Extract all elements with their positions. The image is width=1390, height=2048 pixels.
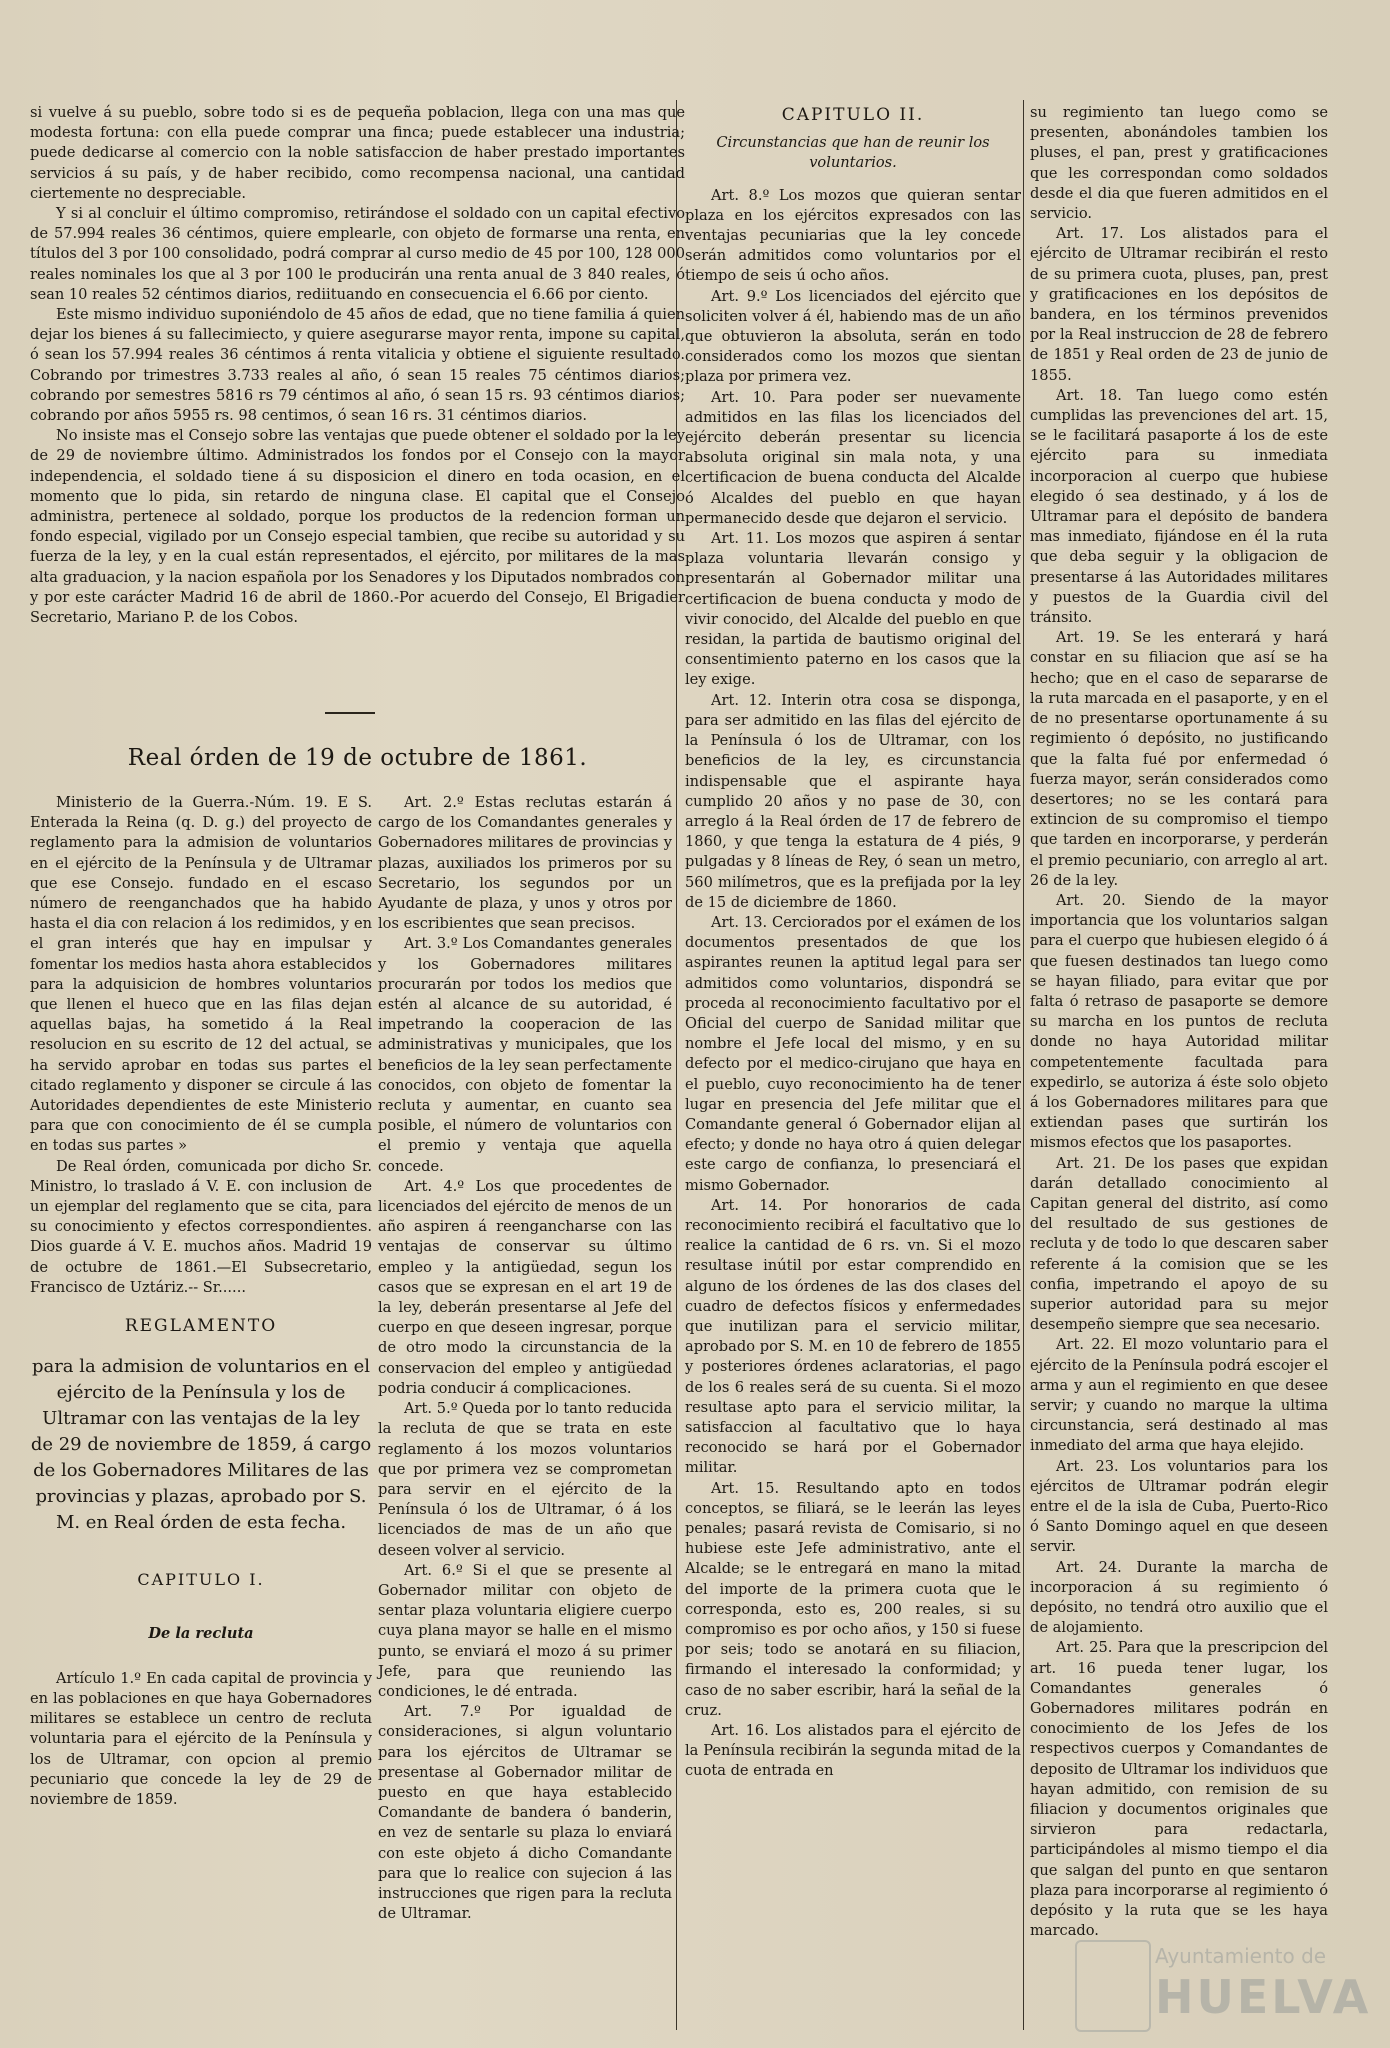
article-paragraph: Art. 22. El mozo voluntario para el ejército de la Península podrá escojer el arma y aun el regimiento en que desee servir; y cuando no marque la ultima circunstancia, será destinado al mas inmediato del arma que haya elejido.: [1030, 1336, 1328, 1455]
article-paragraph: Art. 9.º Los licenciados del ejército que soliciten volver á él, habiendo mas de un año que obtuvieron la absoluta, serán en todo considerados como los mozos que sientan plaza por primera vez.: [685, 287, 1021, 386]
article-paragraph: Art. 2.º Estas reclutas estarán á cargo de los Comandantes generales y Gobernadores militares de provincias y plazas, auxiliados los primeros por su Secretario, los segundos por un Ayudante de plaza, y unos y otros por los escribientes que sean precisos.: [378, 794, 672, 933]
article-paragraph: Art. 10. Para poder ser nuevamente admitidos en las filas los licenciados del ejército deberán presentar su licencia absoluta original sin mala nota, y una certificacion de buena conducta del Alcalde ó Alcaldes del pueblo en que hayan permanecido desde que dejaron el servicio.: [685, 388, 1021, 527]
article-paragraph: Art. 3.º Los Comandantes generales y los Gobernadores militares procurarán por todos los medios que estén al alcance de su autoridad, é impetrando la cooperacion de las administrativas y municipales, que los beneficios de la ley sean perfectamente conocidos, con objeto de fomentar la recluta y aumentar, en cuanto sea posible, el número de voluntarios con el premio y ventaja que aquella concede.: [378, 935, 672, 1175]
article-paragraph: Art. 8.º Los mozos que quieran sentar plaza en los ejércitos expresados con las ventajas pecuniarias que la ley concede serán admitidos como voluntarios por el tiempo de seis ú ocho años.: [685, 186, 1021, 285]
chapter-2-subtitle: Circunstancias que han de reunir los voluntarios.: [716, 134, 990, 172]
article-paragraph: su regimiento tan luego como se presenten, abonándoles tambien los pluses, el pan, prest y gratificaciones que les correspondan como soldados desde el dia que fueren admitidos en el servicio.: [1030, 104, 1328, 223]
watermark-big-text: HUELVA: [1155, 1970, 1372, 2024]
article-paragraph: Art. 7.º Por igualdad de consideraciones, si algun voluntario para los ejércitos de Ultramar se presentase al Gobernador militar de puesto en que haya establecido Comandante de bandera ó banderin, en vez de sentarle su plaza lo enviará con este objeto á dicho Comandante para que lo realice con sujecion á las instrucciones que rigen para la recluta de Ultramar.: [378, 1703, 672, 1923]
article-paragraph: Art. 18. Tan luego como estén cumplidas las prevenciones del art. 15, se le facilitará pasaporte á los de este ejército para su inmediata incorporacion al cuerpo que hubiese elegido ó sea destinado, y á los de Ultramar para el depósito de bandera mas inmediato, fijándose en él la ruta que deba seguir y la obligacion de presentarse á las Autoridades militares y puestos de la Guardia civil del tránsito.: [1030, 386, 1328, 627]
reglamento-title: REGLAMENTO: [124, 1316, 278, 1337]
ministry-paragraph: Ministerio de la Guerra.-Núm. 19. E S. Enterada la Reina (q. D. g.) del proyecto de reglamento para la admision de voluntarios en el ejército de la Península y de Ultramar que ese Consejo. fundado en el escaso número de reenganchados que ha habido hasta el dia con relacion á los redimidos, y en el gran interés que hay en impulsar y fomentar los medios hasta ahora establecidos para la adquisicion de hombres voluntarios que llenen el hueco que en las filas dejan aquellas bajas, ha sometido á la Real resolucion en su escrito de 12 del actual, se ha servido aprobar en todas sus partes el citado reglamento y disponer se circule á las Autoridades dependientes de este Ministerio para que con conocimiento de él se cumpla en todas sus partes »: [30, 794, 372, 1155]
ministry-paragraph: De Real órden, comunicada por dicho Sr. Ministro, lo traslado á V. E. con inclusion de un ejemplar del reglamento que se cita, para su conocimiento y efectos correspondientes. Dios guarde á V. E. muchos años. Madrid 19 de octubre de 1861.—El Subsecretario, Francisco de Uztáriz.-- Sr......: [30, 1157, 372, 1296]
section-divider: [325, 712, 375, 714]
intro-paragraph: No insiste mas el Consejo sobre las ventajas que puede obtener el soldado por la ley de 29 de noviembre último. Administrados los fondos por el Consejo con la mayor independencia, el soldado tiene á su disposicion el dinero en toda ocasion, en el momento que lo pida, sin retardo de ninguna clase. El capital que el Consejo administra, pertenece al soldado, porque los productos de la redencion forman un fondo especial, vigilado por un Consejo especial tambien, que recibe su autoridad y su fuerza de la ley, y en la cual están representados, el ejército, por militares de la mas alta graduacion, y la nacion española por los Senadores y los Diputados nombrados con y por este carácter Madrid 16 de abril de 1860.-Por acuerdo del Consejo, El Brigadier Secretario, Mariano P. de los Cobos.: [30, 427, 685, 627]
column-rule-2: [1023, 100, 1024, 2030]
reglamento-subtitle: para la admision de voluntarios en el ejército de la Península y los de Ultramar con las ventajas de la ley de 29 de noviembre de 1859, á cargo de los Gobernadores Militares de las provincias y plazas, aprobado por S. M. en Real órden de esta fecha.: [30, 1356, 372, 1534]
chapter-1-title: CAPITULO I.: [137, 1570, 265, 1590]
watermark-small-text: Ayuntamiento de: [1155, 1944, 1327, 1968]
article-paragraph: Art. 5.º Queda por lo tanto reducida la recluta de que se trata en este reglamento á los mozos voluntarios que por primera vez se comprometan para servir en el ejército de la Península ó los de Ultramar, ó á los licenciados de mas de un año que deseen volver al servicio.: [378, 1400, 672, 1559]
intro-paragraph: si vuelve á su pueblo, sobre todo si es de pequeña poblacion, llega con una mas que modesta fortuna: con ella puede comprar una finca; puede establecer una industria; puede dedicarse al comercio con la noble satisfaccion de haber prestado importantes servicios á su país, y de haber recibido, como recompensa nacional, una cantidad ciertemente no despreciable.: [30, 104, 685, 202]
article-paragraph: Art. 24. Durante la marcha de incorporacion á su regimiento ó depósito, no tendrá otro auxilio que el de alojamiento.: [1030, 1558, 1328, 1637]
article-1: Artículo 1.º En cada capital de provincia y en las poblaciones en que haya Gobernadores militares se establece un centro de recluta voluntaria para el ejército de la Península y los de Ultramar, con opcion al premio pecuniario que concede la ley de 29 de noviembre de 1859.: [30, 1669, 372, 1808]
article-paragraph: Art. 4.º Los que procedentes de licenciados del ejército de menos de un año aspiren á reengancharse con las ventajas de conservar su último empleo y la antigüedad, segun los casos que se expresan en el art 19 de la ley, deberán presentarse al Jefe del cuerpo en que deseen ingresar, porque de otro modo la circunstancia de la conservacion del empleo y antigüedad podria conducir á complicaciones.: [378, 1177, 672, 1397]
column-center-left: [378, 793, 672, 1924]
chapter-2-title: CAPITULO II.: [781, 105, 925, 125]
article-paragraph: Art. 21. De los pases que expidan darán detallado conocimiento al Capitan general del distrito, así como del resultado de sus gestiones de recluta y de todo lo que descaren saber referente á la comision que se les confia, impetrando el apoyo de su superior autoridad para su mejor desempeño siempre que sea necesario.: [1030, 1154, 1328, 1334]
article-paragraph: Art. 25. Para que la prescripcion del art. 16 pueda tener lugar, los Comandantes generales ó Gobernadores militares podrán en conocimiento de los Jefes de los respectivos cuerpos y Comandantes de deposito de Ultramar los individuos que hayan admitido, con remision de su filiacion y documentos originales que sirvieron para redactarla, participándoles al mismo tiempo el dia que salgan del punto en que sentaron plaza para incorporarse al regimiento ó depósito y la ruta que se les haya marcado.: [1030, 1639, 1328, 1940]
article-paragraph: Art. 6.º Si el que se presente al Gobernador militar con objeto de sentar plaza voluntaria eligiere cuerpo cuya plana mayor se halle en el mismo punto, se enviará el mozo á su primer Jefe, para que reuniendo las condiciones, le dé entrada.: [378, 1561, 672, 1700]
article-paragraph: Art. 13. Cerciorados por el exámen de los documentos presentados de que los aspirantes reunen la aptitud legal para ser admitidos como voluntarios, dispondrá se proceda al reconocimiento facultativo por el Oficial del cuerpo de Sanidad militar que nombre el Jefe local del mismo, y en su defecto por el medico-cirujano que haya en el pueblo, cuyo reconocimiento ha de tener lugar en presencia del Jefe militar que el Comandante general ó Gobernador elijan al efecto; y donde no haya otro á quien delegar este cargo de confianza, lo presenciará el mismo Gobernador.: [685, 913, 1021, 1194]
column-left: [30, 793, 372, 1810]
chapter-1-subtitle: De la recluta: [148, 1625, 254, 1643]
article-paragraph: Art. 14. Por honorarios de cada reconocimiento recibirá el facultativo que lo realice la cantidad de 6 rs. vn. Si el mozo resultase inútil por estar comprendido en alguno de los órdenes de las dos clases del cuadro de defectos físicos y enfermedades que inutilizan para el servicio militar, aprobado por S. M. en 10 de febrero de 1855 y posteriores órdenes aclaratorias, el pago de los 6 reales será de su cuenta. Si el mozo resultase apto para el servicio militar, la satisfaccion al facultativo que lo haya reconocido se hará por el Gobernador militar.: [685, 1196, 1021, 1477]
intro-text-block: [30, 103, 685, 628]
intro-paragraph: Y si al concluir el último compromiso, retirándose el soldado con un capital efectivo de 57.994 reales 36 céntimos, quiere emplearle, con objeto de formarse una renta, en títulos del 3 por 100 consolidado, podrá comprar al curso medio de 45 por 100, 128 000 reales nominales los que al 3 por 100 le producirán una renta anual de 3 840 reales, ó sean 10 reales 52 céntimos diarios, rediituando en consecuencia el 6.66 por ciento.: [30, 205, 685, 303]
article-paragraph: Art. 16. Los alistados para el ejército de la Península recibirán la segunda mitad de la cuota de entrada en: [685, 1722, 1021, 1780]
intro-paragraph: Este mismo individuo suponiéndolo de 45 años de edad, que no tiene familia á quien dejar los bienes á su fallecimiecto, y quiere asegurarse mayor renta, impone su capital, ó sean los 57.994 reales 36 céntimos á renta vitalicia y obtiene el siguiente resultado. Cobrando por trimestres 3.733 reales al año, ó sean 15 reales 75 céntimos diarios; cobrando por semestres 5816 rs 79 céntimos al año, ó sean 15 rs. 93 céntimos diarios; cobrando por años 5955 rs. 98 centimos, ó sean 16 rs. 31 céntimos diarios.: [30, 306, 685, 425]
article-paragraph: Art. 12. Interin otra cosa se disponga, para ser admitido en las filas del ejército de la Península ó los de Ultramar, con los beneficios de la ley, es circunstancia indispensable que el aspirante haya cumplido 20 años y no pase de 30, con arreglo á la Real órden de 17 de febrero de 1860, y que tenga la estatura de 4 piés, 9 pulgadas y 8 líneas de Rey, ó sean un metro, 560 milímetros, que es la prefijada por la ley de 15 de diciembre de 1860.: [685, 691, 1021, 911]
article-paragraph: Art. 15. Resultando apto en todos conceptos, se filiará, se le leerán las leyes penales; pasará revista de Comisario, si no hubiese este Jefe administrativo, ante el Alcalde; se le entregará en mano la mitad del importe de la primera cuota que le corresponda, esto es, 200 reales, si su compromiso es por ocho años, y 150 si fuese por seis; todo se anotará en su filiacion, firmando el interesado la conformidad; y caso de no saber escribir, hará la señal de la cruz.: [685, 1479, 1021, 1719]
seal-icon: [1075, 1940, 1151, 2032]
article-paragraph: Art. 20. Siendo de la mayor importancia que los voluntarios salgan para el cuerpo que hubiesen elegido ó á que fuesen destinados tan luego como se hayan filiado, para evitar que por falta ó retraso de pasaporte se demore su marcha en los puntos de recluta donde no haya Autoridad militar competentemente facultada para expedirlo, se autoriza á éste solo objeto á los Gobernadores militares para que extiendan pases que surtirán los mismos efectos que los pasaportes.: [1030, 891, 1328, 1152]
column-center-right: [685, 105, 1021, 1782]
main-title: Real órden de 19 de octubre de 1861.: [127, 745, 588, 771]
column-right: [1030, 103, 1328, 1941]
archive-watermark: [1075, 1940, 1375, 2030]
article-paragraph: Art. 17. Los alistados para el ejército de Ultramar recibirán el resto de su primera cuota, pluses, pan, prest y gratificaciones en los depósitos de bandera, en los términos prevenidos por la Real instruccion de 28 de febrero de 1851 y Real orden de 23 de junio de 1855.: [1030, 225, 1328, 384]
article-paragraph: Art. 23. Los voluntarios para los ejércitos de Ultramar podrán elegir entre el de la isla de Cuba, Puerto-Rico ó Santo Domingo aquel en que deseen servir.: [1030, 1457, 1328, 1556]
article-paragraph: Art. 19. Se les enterará y hará constar en su filiacion que así se ha hecho; que en el caso de separarse de la ruta marcada en el pasaporte, y en el de no presentarse oportunamente á su regimiento ó depósito, no justificando que la falta fué por enfermedad ó fuerza mayor, serán considerados como desertores; no se les contará para extincion de su compromiso el tiempo que tarden en incorporarse, y perderán el premio pecuniario, con arreglo al art. 26 de la ley.: [1030, 629, 1328, 889]
article-paragraph: Art. 11. Los mozos que aspiren á sentar plaza voluntaria llevarán consigo y presentarán al Gobernador militar una certificacion de buena conducta y modo de vivir conocido, del Alcalde del pueblo en que residan, la partida de bautismo original del consentimiento paterno en los casos que la ley exige.: [685, 530, 1021, 689]
